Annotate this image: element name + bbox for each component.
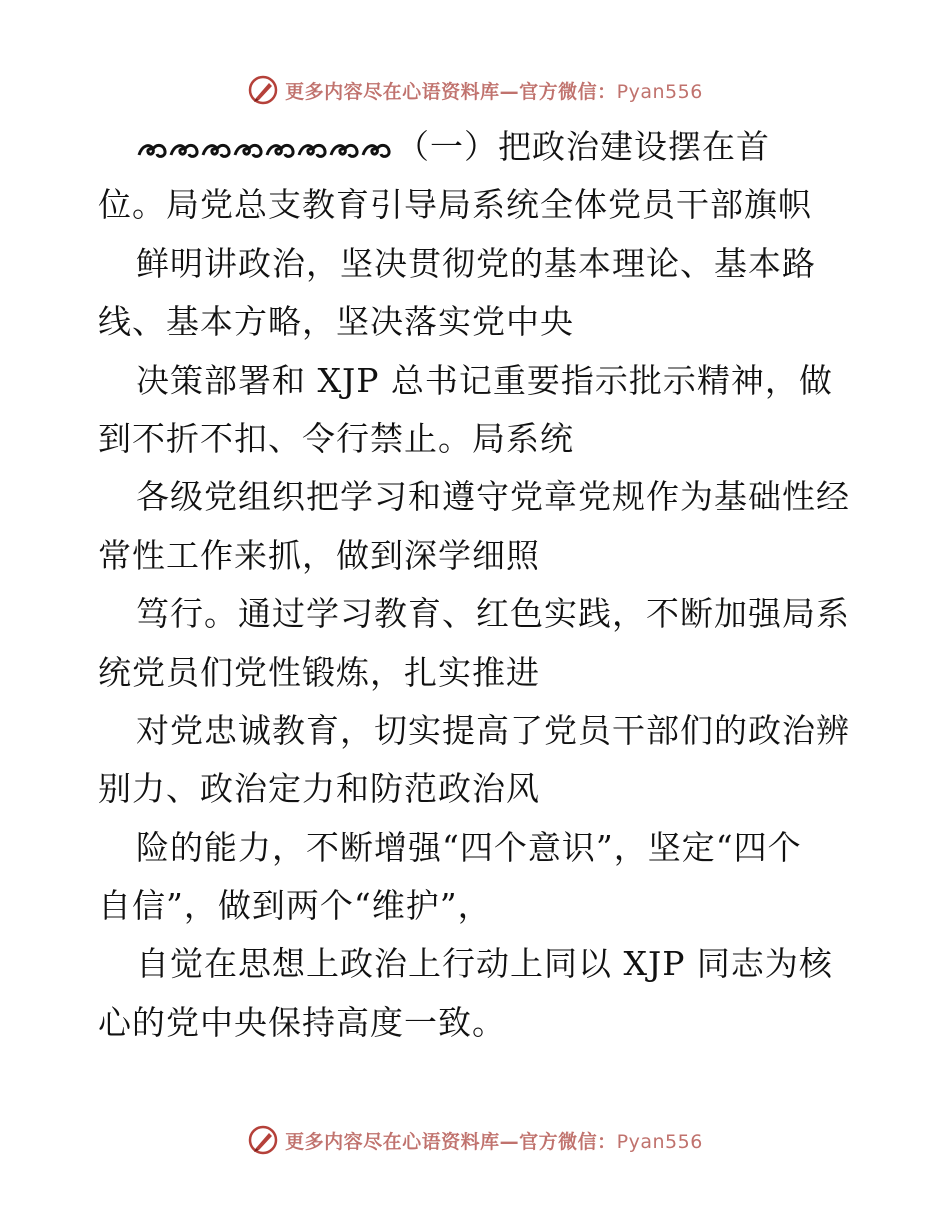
document-body [98, 118, 858, 1052]
footer-watermark [0, 1120, 950, 1160]
ornament-glyph-icon [296, 139, 328, 163]
pen-logo-icon [247, 74, 279, 106]
ornament-glyph-icon [328, 139, 360, 163]
body-line: 别力、政治定力和防范政治风 [98, 769, 540, 809]
ornament-glyph-icon [232, 139, 264, 163]
header-watermark-text: 更多内容尽在心语资料库—官方微信：Pyan556 [285, 80, 703, 103]
pen-logo-icon [247, 1124, 279, 1156]
body-line: 统党员们党性锻炼，扎实推进 [98, 652, 540, 692]
body-line: 笃行。通过学习教育、红色实践，不断加强局系 [136, 594, 850, 634]
ornament-glyphs [136, 120, 392, 177]
body-line: 到不折不扣、令行禁止。局系统 [98, 418, 574, 458]
body-line: 自信”，做到两个“维护”， [98, 886, 492, 926]
header-watermark [0, 70, 950, 110]
ornament-glyph-icon [264, 139, 296, 163]
footer-watermark-text: 更多内容尽在心语资料库—官方微信：Pyan556 [285, 1130, 703, 1153]
body-line: 线、基本方略，坚决落实党中央 [98, 302, 574, 342]
body-line: 常性工作来抓，做到深学细照 [98, 535, 540, 575]
body-line-text: （一）把政治建设摆在首 [396, 127, 770, 166]
body-line: 心的党中央保持高度一致。 [98, 1002, 506, 1042]
body-line: 决策部署和 XJP 总书记重要指示批示精神，做 [136, 360, 833, 400]
body-line: 对党忠诚教育，切实提高了党员干部们的政治辨 [136, 710, 850, 750]
body-line: 险的能力，不断增强“四个意识”，坚定“四个 [136, 827, 802, 867]
body-line: 自觉在思想上政治上行动上同以 XJP 同志为核 [136, 944, 833, 984]
body-line: 鲜明讲政治，坚决贯彻党的基本理论、基本路 [136, 243, 816, 283]
ornament-glyph-icon [360, 139, 392, 163]
ornament-glyph-icon [168, 139, 200, 163]
body-line: 位。局党总支教育引导局系统全体党员干部旗帜 [98, 185, 812, 225]
ornament-glyph-icon [136, 139, 168, 163]
body-line: 各级党组织把学习和遵守党章党规作为基础性经 [136, 477, 850, 517]
body-line [98, 118, 858, 176]
ornament-glyph-icon [200, 139, 232, 163]
